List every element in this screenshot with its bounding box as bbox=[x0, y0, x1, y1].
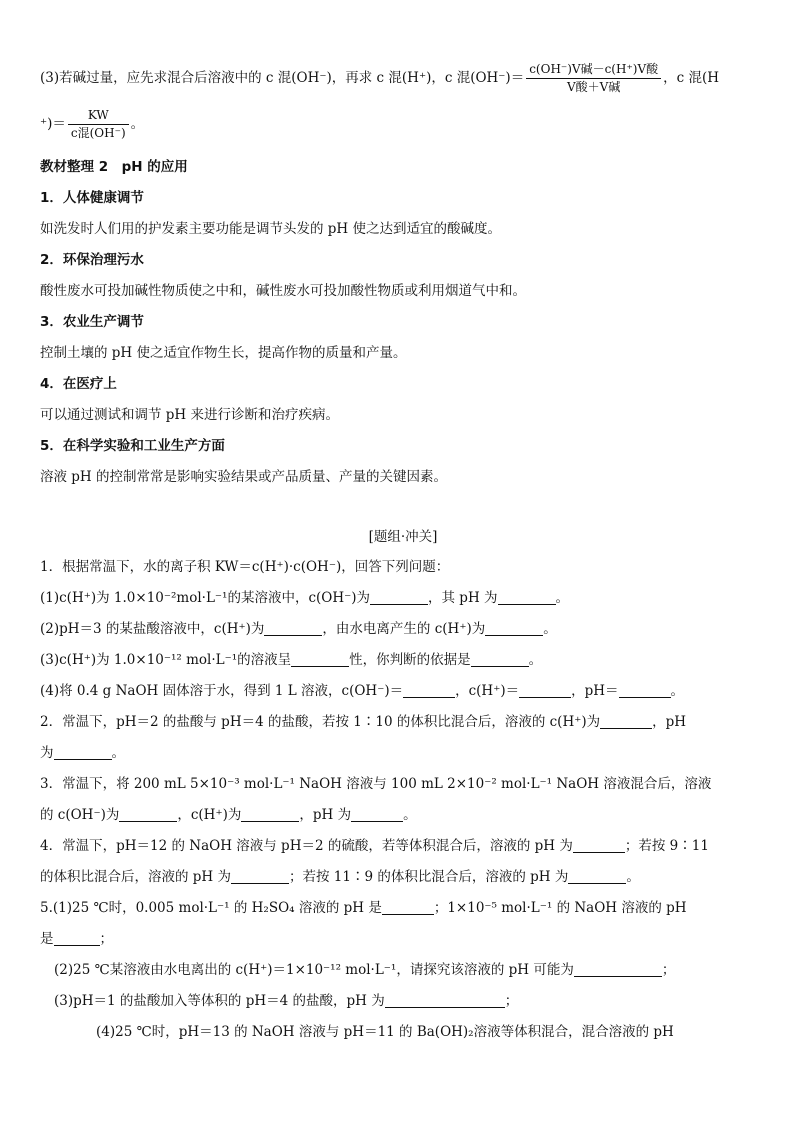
question-2-line-2 bbox=[40, 743, 125, 763]
text: 。 bbox=[403, 807, 417, 823]
text: 5.(1)25 ℃时，0.005 mol·L⁻¹ 的 H₂SO₄ 溶液的 pH 是 bbox=[40, 900, 382, 916]
fraction-numerator: KW bbox=[68, 107, 129, 125]
section-title: 教材整理 2 pH 的应用 bbox=[40, 159, 188, 175]
text: (3)pH＝1 的盐酸加入等体积的 pH＝4 的盐酸，pH 为 bbox=[54, 993, 385, 1009]
question-4-line-1 bbox=[40, 836, 709, 856]
text: ，c(H⁺)＝ bbox=[455, 683, 520, 699]
answer-blank[interactable] bbox=[382, 900, 434, 915]
text: 性，你判断的依据是 bbox=[349, 652, 471, 668]
question-4-line-2 bbox=[40, 867, 640, 887]
application-text: 可以通过测试和调节 pH 来进行诊断和治疗疾病。 bbox=[40, 407, 339, 423]
text: 为 bbox=[40, 745, 54, 761]
text: 是 bbox=[40, 931, 54, 947]
answer-blank[interactable] bbox=[568, 869, 626, 884]
text: (2)25 ℃某溶液由水电离出的 c(H⁺)＝1×10⁻¹² mol·L⁻¹，请探究该溶液的 pH 可能为 bbox=[54, 962, 574, 978]
exercise-title: [题组·冲关] bbox=[368, 529, 438, 545]
application-heading: 4．在医疗上 bbox=[40, 376, 117, 392]
answer-blank[interactable] bbox=[351, 807, 403, 822]
formula-mid: ，c 混(H bbox=[663, 70, 720, 86]
answer-blank[interactable] bbox=[498, 590, 556, 605]
answer-blank[interactable] bbox=[54, 745, 112, 760]
application-heading: 2．环保治理污水 bbox=[40, 252, 144, 268]
answer-blank[interactable] bbox=[370, 590, 428, 605]
text: 。 bbox=[555, 590, 570, 606]
text: (3)c(H⁺)为 1.0×10⁻¹² mol·L⁻¹的溶液呈 bbox=[40, 652, 292, 668]
text: (2)pH＝3 的某盐酸溶液中，c(H⁺)为 bbox=[40, 621, 265, 637]
question-1-part-4 bbox=[40, 681, 684, 701]
application-heading: 3．农业生产调节 bbox=[40, 314, 144, 330]
fraction-denominator: V酸＋V碱 bbox=[567, 80, 621, 94]
text: (1)c(H⁺)为 1.0×10⁻²mol·L⁻¹的某溶液中，c(OH⁻)为 bbox=[40, 590, 371, 606]
answer-blank[interactable] bbox=[600, 714, 652, 729]
answer-blank[interactable] bbox=[471, 652, 529, 667]
question-1-stem: 1．根据常温下，水的离子积 KW＝c(H⁺)·c(OH⁻)，回答下列问题： bbox=[40, 559, 450, 575]
answer-blank[interactable] bbox=[291, 652, 349, 667]
question-1-part-2 bbox=[40, 619, 557, 639]
answer-blank[interactable] bbox=[385, 993, 505, 1008]
question-1-part-3 bbox=[40, 650, 542, 670]
formula-intro: (3)若碱过量，应先求混合后溶液中的 c 混(OH⁻)，再求 c 混(H⁺)，c 混(OH⁻)＝ bbox=[40, 70, 525, 86]
question-2-line-1 bbox=[40, 712, 686, 732]
question-3-line-2 bbox=[40, 805, 417, 825]
text: ； bbox=[661, 962, 676, 978]
answer-blank[interactable] bbox=[241, 807, 299, 822]
application-text: 酸性废水可投加碱性物质使之中和，碱性废水可投加酸性物质或利用烟道气中和。 bbox=[40, 283, 526, 299]
application-heading: 5．在科学实验和工业生产方面 bbox=[40, 438, 225, 454]
fraction-numerator: c(OH⁻)V碱－c(H⁺)V酸 bbox=[526, 61, 661, 79]
answer-blank[interactable] bbox=[403, 683, 455, 698]
text: ； bbox=[99, 931, 113, 947]
text: ，pH＝ bbox=[571, 683, 619, 699]
text: ；若按 11∶9 的体积比混合后，溶液的 pH 为 bbox=[289, 869, 569, 885]
answer-blank[interactable] bbox=[264, 621, 322, 636]
text: 的 c(OH⁻)为 bbox=[40, 807, 120, 823]
text: ；若按 9∶11 bbox=[624, 838, 709, 854]
text: 4．常温下，pH＝12 的 NaOH 溶液与 pH＝2 的硫酸，若等体积混合后，溶液的 pH 为 bbox=[40, 838, 573, 854]
text: ，c(H⁺)为 bbox=[177, 807, 242, 823]
question-5-part-4: (4)25 ℃时，pH＝13 的 NaOH 溶液与 pH＝11 的 Ba(OH)₂溶液等体积混合，混合溶液的 pH bbox=[96, 1024, 674, 1040]
answer-blank[interactable] bbox=[485, 621, 543, 636]
formula-line-2 bbox=[40, 107, 144, 142]
text: 。 bbox=[528, 652, 543, 668]
formula-line-1 bbox=[40, 61, 719, 96]
text: ，pH bbox=[652, 714, 687, 730]
fraction-kw bbox=[68, 107, 129, 142]
formula-cont: ⁺)＝ bbox=[40, 116, 66, 132]
answer-blank[interactable] bbox=[574, 962, 662, 977]
answer-blank[interactable] bbox=[119, 807, 177, 822]
text: 2．常温下，pH＝2 的盐酸与 pH＝4 的盐酸，若按 1∶10 的体积比混合后，溶液的 c(H⁺)为 bbox=[40, 714, 601, 730]
question-5-line-1 bbox=[40, 898, 687, 918]
question-5-part-3 bbox=[54, 991, 518, 1011]
text: ，其 pH 为 bbox=[428, 590, 498, 606]
answer-blank[interactable] bbox=[519, 683, 571, 698]
text: 的体积比混合后，溶液的 pH 为 bbox=[40, 869, 231, 885]
answer-blank[interactable] bbox=[54, 931, 100, 946]
question-1-part-1 bbox=[40, 588, 569, 608]
text: ；1×10⁻⁵ mol·L⁻¹ 的 NaOH 溶液的 pH bbox=[433, 900, 687, 916]
fraction-oh-excess bbox=[526, 61, 661, 96]
text: (4)将 0.4 g NaOH 固体溶于水，得到 1 L 溶液，c(OH⁻)＝ bbox=[40, 683, 404, 699]
answer-blank[interactable] bbox=[573, 838, 625, 853]
text: ，pH 为 bbox=[299, 807, 352, 823]
question-3-line-1: 3．常温下，将 200 mL 5×10⁻³ mol·L⁻¹ NaOH 溶液与 100 mL 2×10⁻² mol·L⁻¹ NaOH 溶液混合后，溶液 bbox=[40, 776, 712, 792]
fraction-denominator: c混(OH⁻) bbox=[70, 126, 126, 140]
formula-end: 。 bbox=[130, 116, 145, 132]
text: ； bbox=[504, 993, 519, 1009]
text: 。 bbox=[543, 621, 557, 637]
text: ，由水电离产生的 c(H⁺)为 bbox=[322, 621, 486, 637]
text: 。 bbox=[626, 869, 640, 885]
answer-blank[interactable] bbox=[619, 683, 671, 698]
application-text: 如洗发时人们用的护发素主要功能是调节头发的 pH 使之达到适宜的酸碱度。 bbox=[40, 221, 501, 237]
question-5-line-2 bbox=[40, 929, 113, 949]
text: 。 bbox=[670, 683, 685, 699]
application-heading: 1．人体健康调节 bbox=[40, 190, 144, 206]
text: 。 bbox=[111, 745, 125, 761]
question-5-part-2 bbox=[54, 960, 675, 980]
answer-blank[interactable] bbox=[231, 869, 289, 884]
application-text: 溶液 pH 的控制常常是影响实验结果或产品质量、产量的关键因素。 bbox=[40, 469, 447, 485]
application-text: 控制土壤的 pH 使之适宜作物生长，提高作物的质量和产量。 bbox=[40, 345, 407, 361]
